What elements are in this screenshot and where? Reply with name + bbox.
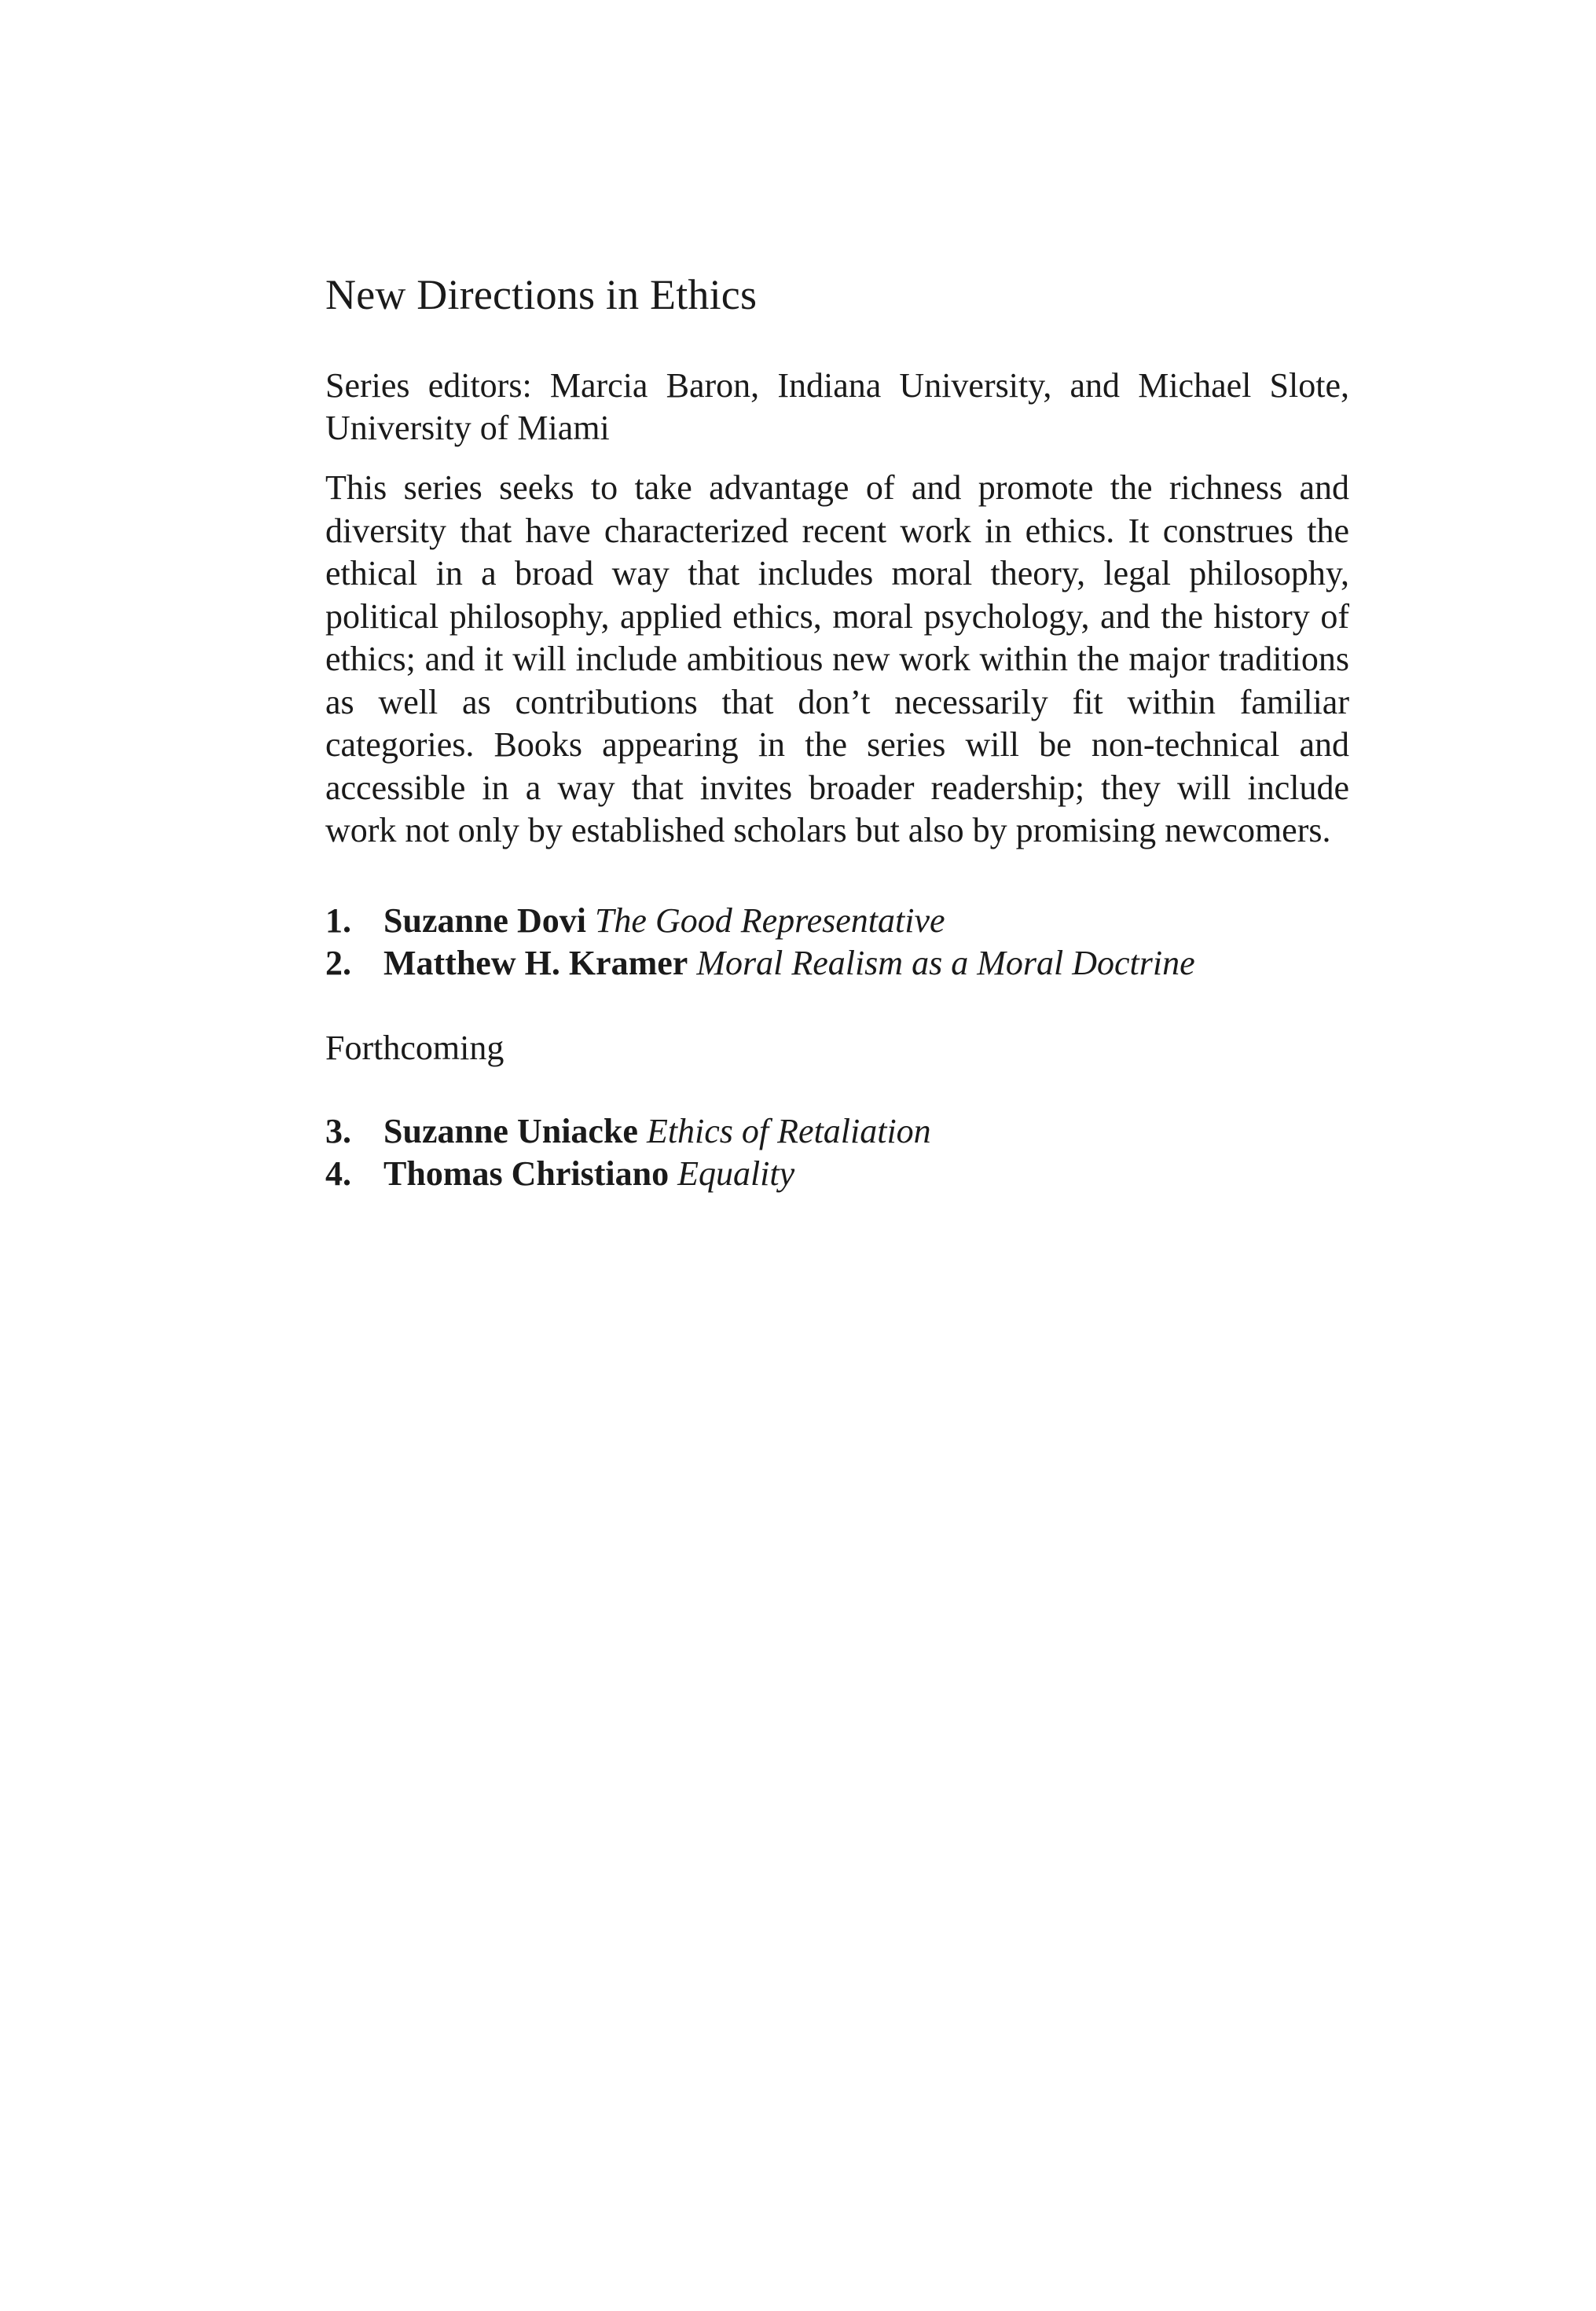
book-title: The Good Representative [594, 901, 945, 940]
published-book-list [325, 900, 1349, 985]
book-title: Equality [677, 1154, 795, 1193]
book-item [325, 942, 1349, 985]
book-author: Suzanne Dovi [383, 901, 586, 940]
book-number: 1. [325, 901, 351, 940]
series-editors: Series editors: Marcia Baron, Indiana University, and Michael Slote, University of Miami [325, 366, 1349, 447]
forthcoming-heading: Forthcoming [325, 1028, 504, 1067]
book-item [325, 1153, 1349, 1195]
forthcoming-book-list [325, 1110, 1349, 1195]
book-title: Ethics of Retaliation [646, 1111, 931, 1150]
book-number: 2. [325, 943, 351, 982]
book-author: Thomas Christiano [383, 1154, 670, 1193]
series-page [325, 267, 1349, 1195]
book-item [325, 1110, 1349, 1153]
book-title: Moral Realism as a Moral Doctrine [696, 943, 1195, 982]
book-author: Suzanne Uniacke [383, 1111, 638, 1150]
book-number: 3. [325, 1111, 351, 1150]
book-item [325, 900, 1349, 942]
series-title: New Directions in Ethics [325, 271, 758, 318]
book-author: Matthew H. Kramer [383, 943, 688, 982]
book-number: 4. [325, 1154, 351, 1193]
series-description: This series seeks to take advantage of and promote the richness and diversity that have characterized recent work in ethics. It construes the ethical in a broad way that includes moral theory, legal philosophy, political philosophy, applied ethics, moral psychology, and the history of ethics; and it will include ambitious new work within the major traditions as well as contributions that don’t necessarily fit within familiar categories. Books appearing in the series will be non-technical and accessible in a way that invites broader readership; they will include work not only by established scholars but also by promising newcomers. [325, 468, 1349, 849]
